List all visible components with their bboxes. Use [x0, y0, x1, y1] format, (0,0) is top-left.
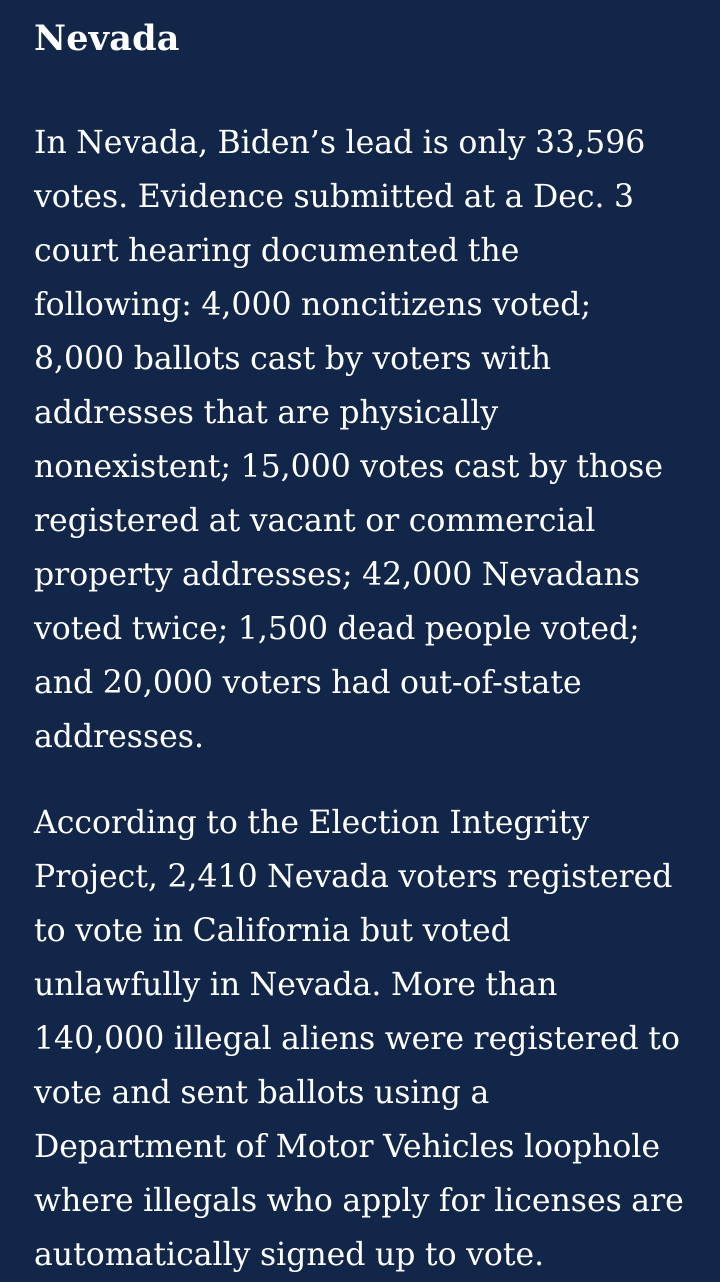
article-paragraph: In Nevada, Biden’s lead is only 33,596 votes. Evidence submitted at a Dec. 3 court hearing documented the following: 4,000 noncitizens voted; 8,000 ballots cast by voters with addresses that are physically nonexistent; 15,000 votes cast by those registered at vacant or commercial property addresses; 42,000 Nevadans voted twice; 1,500 dead people voted; and 20,000 voters had out-of-state addresses. [34, 125, 663, 755]
section-heading: Nevada [34, 18, 180, 59]
article-paragraph: According to the Election Integrity Project, 2,410 Nevada voters registered to vote in California but voted unlawfully in Nevada. More than 140,000 illegal aliens were registered to vote and sent ballots using a Department of Motor Vehicles loophole where illegals who apply for licenses are automatically signed up to vote. [34, 805, 684, 1273]
